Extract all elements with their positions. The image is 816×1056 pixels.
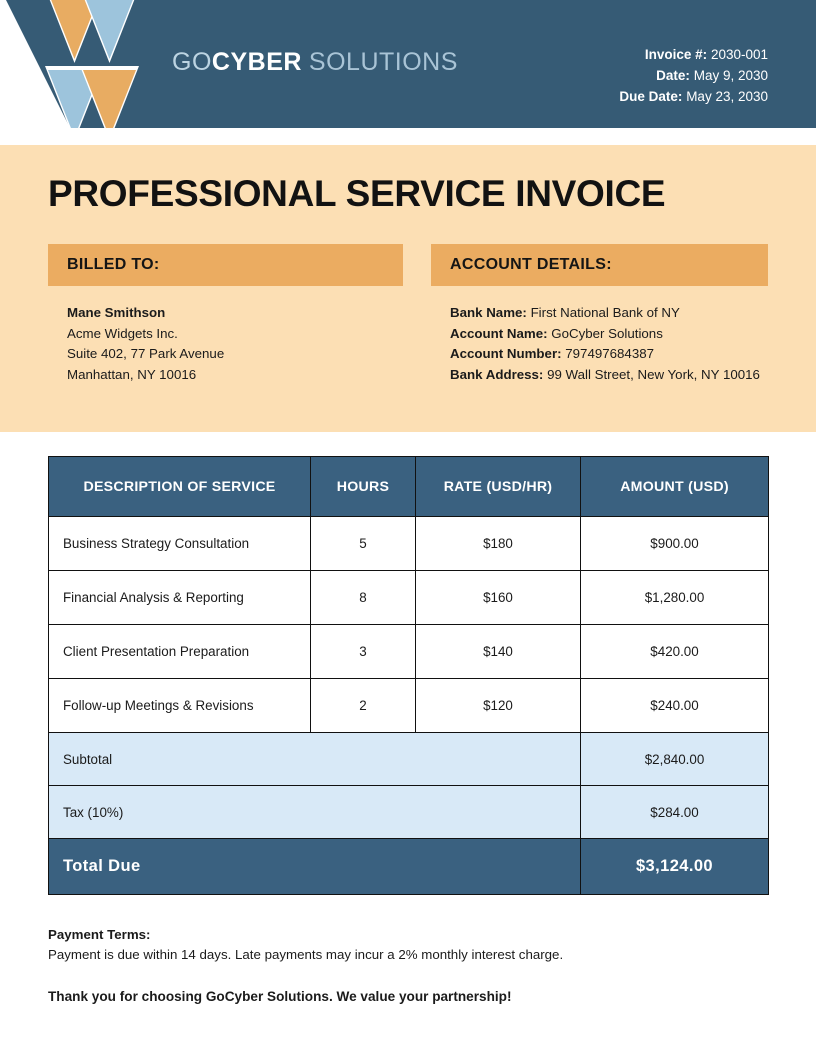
- account-detail-account-number: [450, 344, 768, 365]
- cell-amount: $1,280.00: [581, 571, 769, 625]
- account-detail-bank-address: [450, 365, 768, 386]
- account-detail-account-name: [450, 324, 768, 345]
- meta-value-date: May 9, 2030: [693, 68, 768, 83]
- cell-hours: 3: [311, 625, 416, 679]
- account-details-block: [431, 244, 768, 385]
- cell-hours: 2: [311, 679, 416, 733]
- account-label-account-name: Account Name:: [450, 325, 548, 341]
- cell-hours: 5: [311, 517, 416, 571]
- cell-rate: $120: [416, 679, 581, 733]
- billed-to-heading: BILLED TO:: [48, 244, 403, 286]
- meta-label-due-date: Due Date:: [619, 89, 683, 104]
- gocyber-triangles-logo: [0, 0, 182, 128]
- account-value-account-number: 797497684387: [565, 346, 655, 361]
- invoice-header: [0, 0, 816, 128]
- total-due-amount: $3,124.00: [581, 839, 769, 895]
- payment-terms-text: Payment is due within 14 days. Late payments may incur a 2% monthly interest charge.: [48, 947, 564, 962]
- tax-amount: $284.00: [581, 786, 769, 839]
- billed-to-body: [48, 286, 403, 385]
- account-value-bank-address: 99 Wall Street, New York, NY 10016: [547, 366, 760, 382]
- table-row: [49, 625, 769, 679]
- account-details-heading: ACCOUNT DETAILS:: [431, 244, 768, 286]
- cell-description: Business Strategy Consultation: [49, 517, 311, 571]
- line-items-table: [48, 456, 769, 895]
- tax-label: Tax (10%): [49, 786, 581, 839]
- table-header-row: [49, 457, 769, 517]
- meta-value-invoice-number: 2030-001: [710, 47, 768, 62]
- table-row: [49, 517, 769, 571]
- payment-terms-heading: Payment Terms:: [48, 927, 151, 942]
- cell-rate: $160: [416, 571, 581, 625]
- invoice-summary-panel: [0, 145, 816, 432]
- table-row: [49, 571, 769, 625]
- cell-amount: $900.00: [581, 517, 769, 571]
- table-body: [49, 517, 769, 895]
- subtotal-row: [49, 733, 769, 786]
- total-due-row: [49, 839, 769, 895]
- thank-you-note: Thank you for choosing GoCyber Solutions. We value your partnership!: [48, 989, 512, 1004]
- column-header-amount: AMOUNT (USD): [581, 457, 769, 517]
- account-label-bank-name: Bank Name:: [450, 305, 527, 320]
- billed-to-company: Acme Widgets Inc.: [67, 325, 178, 341]
- account-value-account-name: GoCyber Solutions: [551, 325, 663, 341]
- cell-description: Financial Analysis & Reporting: [49, 571, 311, 625]
- brand-cyber: CYBER: [211, 48, 302, 76]
- cell-rate: $140: [416, 625, 581, 679]
- invoice-footer: [48, 925, 778, 1007]
- total-due-label: Total Due: [49, 839, 581, 895]
- account-value-bank-name: First National Bank of NY: [530, 305, 680, 320]
- meta-row-date: [619, 65, 768, 86]
- cell-hours: 8: [311, 571, 416, 625]
- brand-solutions: SOLUTIONS: [308, 48, 458, 76]
- meta-label-date: Date:: [656, 68, 690, 83]
- column-header-hours: HOURS: [311, 457, 416, 517]
- column-header-rate: RATE (USD/HR): [416, 457, 581, 517]
- meta-label-invoice-number: Invoice #:: [644, 47, 708, 62]
- brand-go: GO: [172, 48, 212, 76]
- cell-description: Follow-up Meetings & Revisions: [49, 679, 311, 733]
- table-row: [49, 679, 769, 733]
- tax-row: [49, 786, 769, 839]
- billed-to-name: Mane Smithson: [67, 305, 166, 320]
- cell-amount: $240.00: [581, 679, 769, 733]
- meta-value-due-date: May 23, 2030: [686, 89, 768, 104]
- meta-row-due-date: [619, 86, 768, 107]
- invoice-meta: [619, 44, 768, 107]
- page-title: PROFESSIONAL SERVICE INVOICE: [48, 173, 666, 214]
- brand-wordmark: [172, 48, 458, 77]
- table-header: [49, 457, 769, 517]
- meta-row-invoice-number: [619, 44, 768, 65]
- subtotal-amount: $2,840.00: [581, 733, 769, 786]
- column-header-description: DESCRIPTION OF SERVICE: [49, 457, 311, 517]
- cell-amount: $420.00: [581, 625, 769, 679]
- account-label-account-number: Account Number:: [450, 346, 562, 361]
- cell-description: Client Presentation Preparation: [49, 625, 311, 679]
- subtotal-label: Subtotal: [49, 733, 581, 786]
- account-details-body: [431, 286, 768, 385]
- billed-to-street: Suite 402, 77 Park Avenue: [67, 346, 225, 361]
- account-label-bank-address: Bank Address:: [450, 366, 544, 382]
- account-detail-bank-name: [450, 303, 768, 324]
- billed-to-city: Manhattan, NY 10016: [67, 366, 197, 382]
- billed-to-block: [48, 244, 403, 385]
- cell-rate: $180: [416, 517, 581, 571]
